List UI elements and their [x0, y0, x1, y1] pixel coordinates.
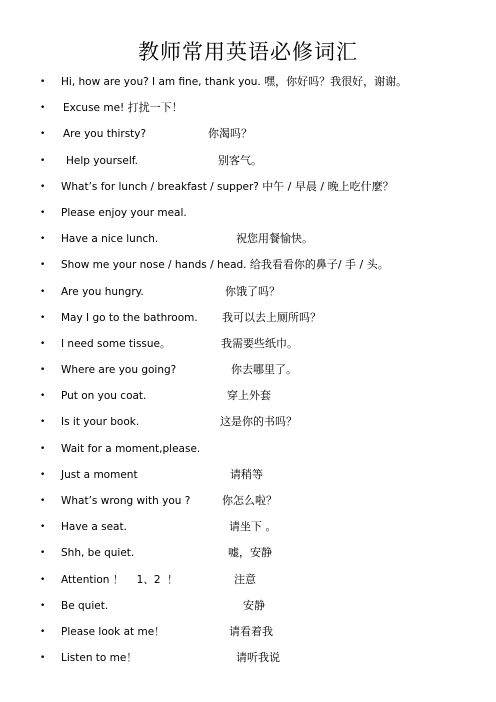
chinese-translation: 你饿了吗？ — [225, 284, 280, 298]
english-phrase: Have a seat. — [61, 521, 127, 534]
english-phrase: Is it your book. — [61, 416, 140, 429]
list-item — [0, 409, 496, 435]
chinese-translation: 请稍等 — [230, 467, 263, 481]
bullet-icon: • — [40, 653, 46, 664]
bullet-icon: • — [40, 234, 46, 245]
list-item — [0, 383, 496, 409]
bullet-icon: • — [40, 365, 46, 376]
chinese-translation: 我可以去上厕所吗？ — [222, 310, 321, 324]
bullet-icon: • — [40, 626, 46, 637]
chinese-translation: 请听我说 — [236, 651, 280, 665]
list-item — [0, 593, 496, 619]
chinese-translation: 请坐下 。 — [229, 520, 277, 534]
phrase-list — [0, 69, 496, 671]
english-phrase: May I go to the bathroom. — [61, 311, 198, 324]
english-phrase: Wait for a moment,please. — [61, 442, 201, 455]
list-item — [0, 200, 496, 226]
bullet-icon: • — [40, 103, 46, 114]
chinese-translation: 注意 — [234, 572, 256, 586]
chinese-translation: 这是你的书吗？ — [220, 415, 297, 429]
page-title: 教师常用英语必修词汇 — [138, 40, 358, 64]
bullet-icon: • — [40, 286, 46, 297]
list-item — [0, 331, 496, 357]
list-item — [0, 148, 496, 174]
list-item — [0, 645, 496, 671]
list-item — [0, 488, 496, 514]
list-item — [0, 95, 496, 121]
list-item — [0, 619, 496, 645]
bullet-icon: • — [40, 155, 46, 166]
list-item — [0, 357, 496, 383]
english-phrase: Attention ！ 1、2 ！ — [61, 573, 178, 586]
english-phrase: Are you hungry. — [61, 285, 144, 298]
bullet-icon: • — [40, 548, 46, 559]
english-phrase: Please look at me！ — [61, 625, 165, 638]
bullet-icon: • — [40, 417, 46, 428]
bullet-icon: • — [40, 181, 46, 192]
list-item — [0, 174, 496, 200]
chinese-translation: 请看着我 — [229, 624, 273, 638]
list-item — [0, 252, 496, 278]
english-phrase: Help yourself. — [66, 154, 139, 167]
english-phrase: Listen to me！ — [61, 652, 137, 665]
chinese-translation: 中午 / 早晨 / 晚上吃什麼？ — [262, 179, 394, 193]
list-item — [0, 69, 496, 95]
english-phrase: Hi, how are you? I am fine, thank you. 嘿，你好吗？我很好，谢谢。 — [61, 75, 408, 88]
bullet-icon: • — [40, 129, 46, 140]
bullet-icon: • — [40, 469, 46, 480]
bullet-icon: • — [40, 338, 46, 349]
chinese-translation: 你怎么啦？ — [222, 494, 277, 507]
bullet-icon: • — [40, 443, 46, 454]
english-phrase: Put on you coat. — [61, 390, 147, 403]
english-phrase: Are you thirsty? — [63, 128, 147, 141]
list-item — [0, 279, 496, 305]
english-phrase: Show me your nose / hands / head. 给我看看你的鼻子/ 手 / 头。 — [61, 258, 389, 272]
english-phrase: Have a nice lunch. — [61, 233, 159, 246]
bullet-icon: • — [40, 260, 46, 271]
chinese-translation: 嘘，安静 — [228, 546, 272, 560]
chinese-translation: 安静 — [243, 598, 265, 612]
bullet-icon: • — [40, 312, 46, 323]
english-phrase: Just a moment — [61, 468, 138, 481]
chinese-translation: 穿上外套 — [227, 389, 271, 403]
bullet-icon: • — [40, 496, 46, 506]
list-item — [0, 121, 496, 147]
chinese-translation: 你渴吗？ — [208, 127, 252, 141]
english-phrase: Shh, be quiet. — [61, 547, 135, 560]
list-item — [0, 436, 496, 462]
chinese-translation: 给我看看你的鼻子/ 手 / 头。 — [249, 258, 389, 272]
bullet-icon: • — [40, 574, 46, 585]
list-item — [0, 305, 496, 331]
bullet-icon: • — [40, 207, 46, 218]
english-phrase: Please enjoy your meal. — [61, 206, 187, 219]
bullet-icon: • — [40, 77, 46, 87]
chinese-translation: 打扰一下！ — [127, 101, 183, 115]
english-phrase: Excuse me! 打扰一下！ — [63, 101, 183, 115]
chinese-translation: 嘿，你好吗？我很好，谢谢。 — [264, 75, 408, 88]
english-phrase: What’s for lunch / breakfast / supper? 中午 / 早晨 / 晚上吃什麼？ — [61, 179, 394, 193]
english-phrase: Be quiet. — [61, 599, 109, 612]
list-item — [0, 462, 496, 488]
english-phrase: Where are you going? — [61, 364, 177, 377]
english-phrase: What’s wrong with you ? — [61, 495, 191, 507]
english-phrase: I need some tissue。 — [61, 337, 171, 350]
bullet-icon: • — [40, 522, 46, 533]
chinese-translation: 你去哪里了。 — [231, 363, 297, 377]
bullet-icon: • — [40, 600, 46, 611]
bullet-icon: • — [40, 391, 46, 402]
list-item — [0, 514, 496, 540]
chinese-translation: 别客气。 — [218, 153, 262, 167]
chinese-translation: 我需要些纸巾。 — [221, 336, 298, 350]
chinese-translation: 祝您用餐愉快。 — [236, 232, 313, 246]
list-item — [0, 540, 496, 566]
list-item — [0, 226, 496, 252]
list-item — [0, 567, 496, 593]
